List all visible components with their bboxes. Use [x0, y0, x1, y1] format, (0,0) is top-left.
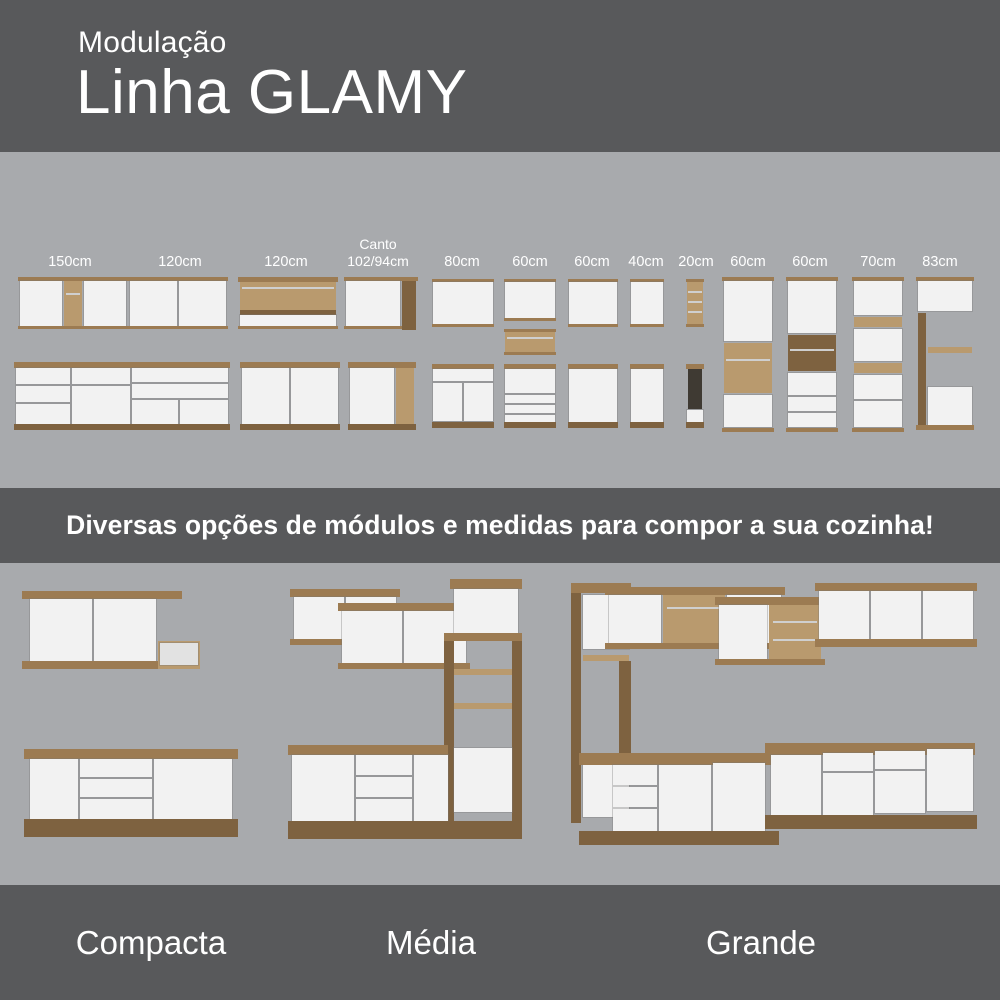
module-lower-80	[432, 364, 494, 428]
module-lower-60b	[568, 364, 618, 428]
module-label-canto-size: 102/94cm	[347, 253, 409, 269]
module-upper-60a	[504, 279, 556, 321]
module-lower-canto	[348, 362, 416, 430]
composition-label-grande: Grande	[705, 923, 817, 961]
module-label-80: 80cm	[444, 254, 480, 270]
module-label-60a: 60cm	[512, 254, 548, 270]
module-label-150: 150cm	[48, 254, 92, 270]
module-upper-150	[18, 277, 128, 329]
module-label-83: 83cm	[922, 254, 958, 270]
module-tall-60c	[722, 277, 774, 432]
module-lower-60a	[504, 364, 556, 428]
module-label-canto: Canto	[359, 236, 397, 252]
module-upper-60a-low	[504, 329, 556, 355]
module-label-20: 20cm	[678, 254, 714, 270]
module-upper-120a	[128, 277, 228, 329]
module-label-120b: 120cm	[264, 254, 308, 270]
header-band	[0, 0, 1000, 152]
composition-label-media: Média	[386, 923, 476, 961]
module-lower-150	[14, 362, 132, 430]
module-label-60b: 60cm	[574, 254, 610, 270]
banner-band	[0, 488, 1000, 563]
footer-band	[0, 885, 1000, 1000]
module-label-40: 40cm	[628, 254, 664, 270]
module-label-60d: 60cm	[792, 254, 828, 270]
module-upper-80	[432, 279, 494, 327]
module-lower-120a	[130, 362, 230, 430]
module-tall-60d	[786, 277, 838, 432]
module-upper-120b	[238, 277, 338, 329]
module-lower-20	[686, 364, 704, 428]
module-label-120a: 120cm	[158, 254, 202, 270]
module-upper-canto	[344, 277, 418, 329]
module-label-70: 70cm	[860, 254, 896, 270]
composition-compacta	[10, 581, 260, 861]
module-label-60c: 60cm	[730, 254, 766, 270]
composition-label-compacta: Compacta	[75, 923, 227, 961]
module-tall-83	[916, 277, 974, 432]
module-upper-20	[686, 279, 704, 327]
module-lower-120b	[240, 362, 340, 430]
page-title: Linha GLAMY	[76, 58, 468, 127]
header-subtitle: Modulação	[78, 26, 227, 59]
module-tall-70	[852, 277, 904, 432]
banner-text: Diversas opções de módulos e medidas para compor a sua cozinha!	[66, 510, 934, 540]
composition-grande	[565, 573, 985, 883]
modules-band	[0, 152, 1000, 488]
module-lower-40	[630, 364, 664, 428]
compositions-band	[0, 563, 1000, 885]
module-upper-40	[630, 279, 664, 327]
composition-media	[280, 573, 560, 873]
module-upper-60b	[568, 279, 618, 327]
